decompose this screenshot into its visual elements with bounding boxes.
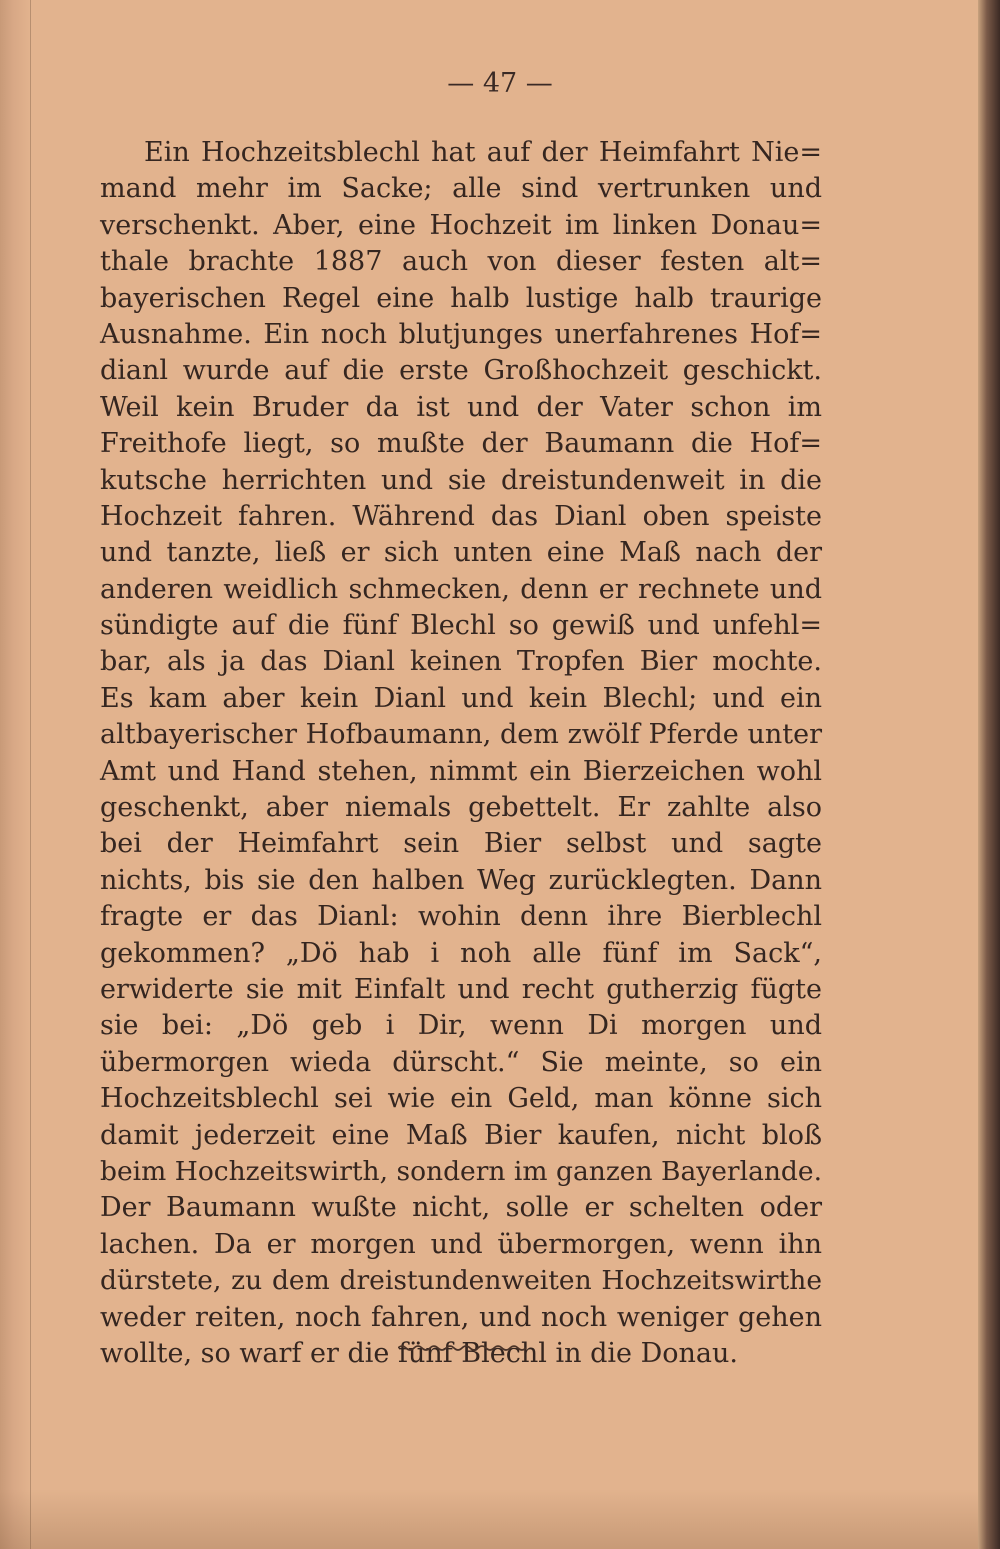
text-line: kutsche herrichten und sie dreistundenweit in die bbox=[100, 464, 822, 496]
text-line: fragte er das Dianl: wohin denn ihre Bierblechl bbox=[100, 901, 822, 933]
text-line: dürstete, zu dem dreistundenweiten Hochzeitswirthe bbox=[100, 1265, 822, 1297]
text-line: gekommen? „Dö hab i noh alle fünf im Sack“, bbox=[100, 937, 822, 969]
book-edge bbox=[978, 0, 1000, 1549]
text-line: thale brachte 1887 auch von dieser festen alt= bbox=[100, 246, 822, 278]
text-line: sie bei: „Dö geb i Dir, wenn Di morgen und bbox=[100, 1010, 822, 1042]
text-line: Ein Hochzeitsblechl hat auf der Heimfahrt Nie= bbox=[144, 137, 822, 168]
text-line: nichts, bis sie den halben Weg zurücklegten. Dann bbox=[100, 864, 822, 896]
text-line: Hochzeit fahren. Während das Dianl oben speiste bbox=[100, 500, 822, 532]
text-line: Es kam aber kein Dianl und kein Blechl; und ein bbox=[100, 682, 822, 714]
text-line: Freithofe liegt, so mußte der Baumann die Hof= bbox=[100, 428, 822, 460]
text-line: Hochzeitsblechl sei wie ein Geld, man könne sich bbox=[100, 1083, 822, 1115]
text-line: mand mehr im Sacke; alle sind vertrunken und bbox=[100, 173, 822, 205]
text-line: bar, als ja das Dianl keinen Tropfen Bier mochte. bbox=[100, 646, 822, 678]
text-line: altbayerischer Hofbaumann, dem zwölf Pferde unter bbox=[100, 719, 822, 751]
text-line: Amt und Hand stehen, nimmt ein Bierzeichen wohl bbox=[100, 755, 822, 787]
text-line: verschenkt. Aber, eine Hochzeit im linken Donau= bbox=[100, 209, 822, 241]
text-line: beim Hochzeitswirth, sondern im ganzen Bayerlande. bbox=[100, 1155, 822, 1187]
text-line: übermorgen wieda dürscht.“ Sie meinte, so ein bbox=[100, 1046, 822, 1078]
text-line: und tanzte, ließ er sich unten eine Maß nach der bbox=[100, 537, 822, 569]
text-line: geschenkt, aber niemals gebettelt. Er zahlte also bbox=[100, 792, 822, 824]
text-line: wollte, so warf er die fünf Blechl in die Donau. bbox=[100, 1337, 738, 1369]
text-line: Der Baumann wußte nicht, solle er schelten oder bbox=[100, 1192, 822, 1224]
wavy-divider-ornament bbox=[398, 1343, 526, 1353]
text-line: Weil kein Bruder da ist und der Vater schon im bbox=[100, 391, 822, 423]
text-line: Ausnahme. Ein noch blutjunges unerfahrenes Hof= bbox=[100, 318, 822, 350]
page-number: — 47 — bbox=[447, 68, 553, 99]
page-bottom-shadow bbox=[0, 1489, 978, 1549]
text-line: dianl wurde auf die erste Großhochzeit geschickt. bbox=[100, 355, 822, 387]
text-line: anderen weidlich schmecken, denn er rechnete und bbox=[100, 573, 822, 605]
text-line: damit jederzeit eine Maß Bier kaufen, nicht bloß bbox=[100, 1119, 822, 1151]
text-line: bei der Heimfahrt sein Bier selbst und sagte bbox=[100, 828, 822, 860]
text-line: bayerischen Regel eine halb lustige halb traurige bbox=[100, 282, 822, 314]
text-line: weder reiten, noch fahren, und noch weniger gehen bbox=[100, 1301, 822, 1333]
text-line: erwiderte sie mit Einfalt und recht gutherzig fügte bbox=[100, 973, 822, 1005]
text-line: lachen. Da er morgen und übermorgen, wenn ihn bbox=[100, 1228, 822, 1260]
body-text bbox=[100, 135, 822, 1372]
text-line: sündigte auf die fünf Blechl so gewiß und unfehl= bbox=[100, 610, 822, 642]
page-gutter bbox=[0, 0, 31, 1549]
